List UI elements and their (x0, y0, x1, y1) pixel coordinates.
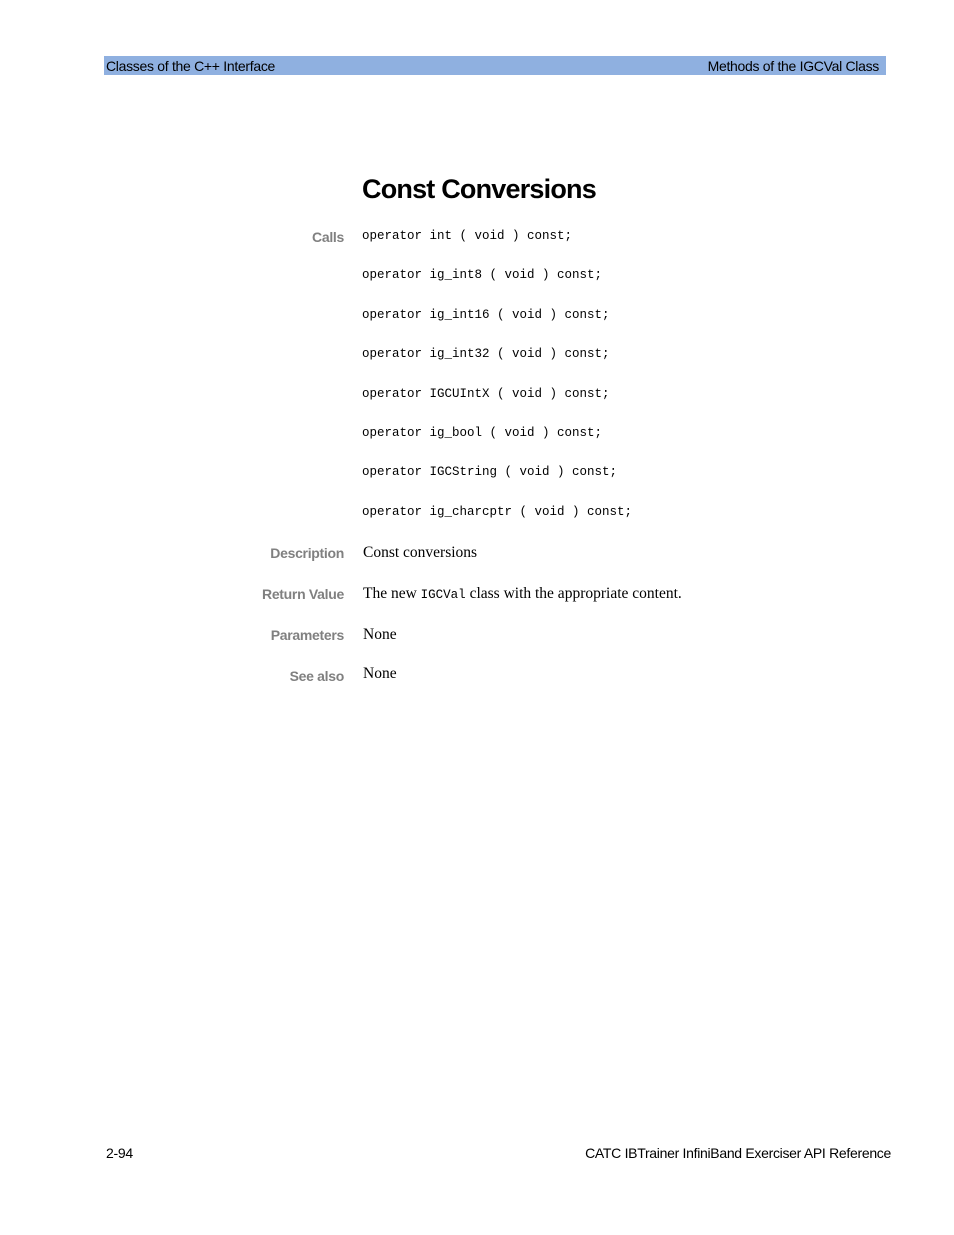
call-signature: operator ig_int8 ( void ) const; (362, 268, 603, 282)
return-value-label: Return Value (262, 586, 344, 602)
see-also-text: None (363, 665, 397, 682)
section-title: Const Conversions (362, 174, 596, 204)
description-text: Const conversions (363, 544, 478, 561)
footer-doc-title: CATC IBTrainer InfiniBand Exerciser API Reference (585, 1145, 891, 1161)
parameters-text: None (363, 626, 397, 643)
return-value-code: IGCVal (420, 588, 466, 602)
call-signature: operator IGCUIntX ( void ) const; (362, 387, 610, 401)
header-chapter-title: Classes of the C++ Interface (106, 58, 276, 74)
call-signature: operator ig_bool ( void ) const; (362, 426, 603, 440)
call-signature: operator IGCString ( void ) const; (362, 465, 618, 479)
description-label: Description (270, 545, 344, 561)
parameters-label: Parameters (270, 627, 344, 643)
return-value-text (363, 585, 682, 603)
return-value-suffix: class with the appropriate content. (465, 585, 682, 602)
running-header (104, 56, 886, 75)
call-signature: operator int ( void ) const; (362, 229, 573, 243)
calls-label: Calls (312, 229, 344, 245)
page-number: 2-94 (106, 1145, 133, 1161)
see-also-label: See also (289, 668, 344, 684)
header-section-title: Methods of the IGCVal Class (707, 58, 879, 74)
call-signature: operator ig_int32 ( void ) const; (362, 347, 610, 361)
call-signature: operator ig_int16 ( void ) const; (362, 308, 610, 322)
call-signature: operator ig_charcptr ( void ) const; (362, 505, 633, 519)
return-value-prefix: The new (363, 585, 421, 602)
